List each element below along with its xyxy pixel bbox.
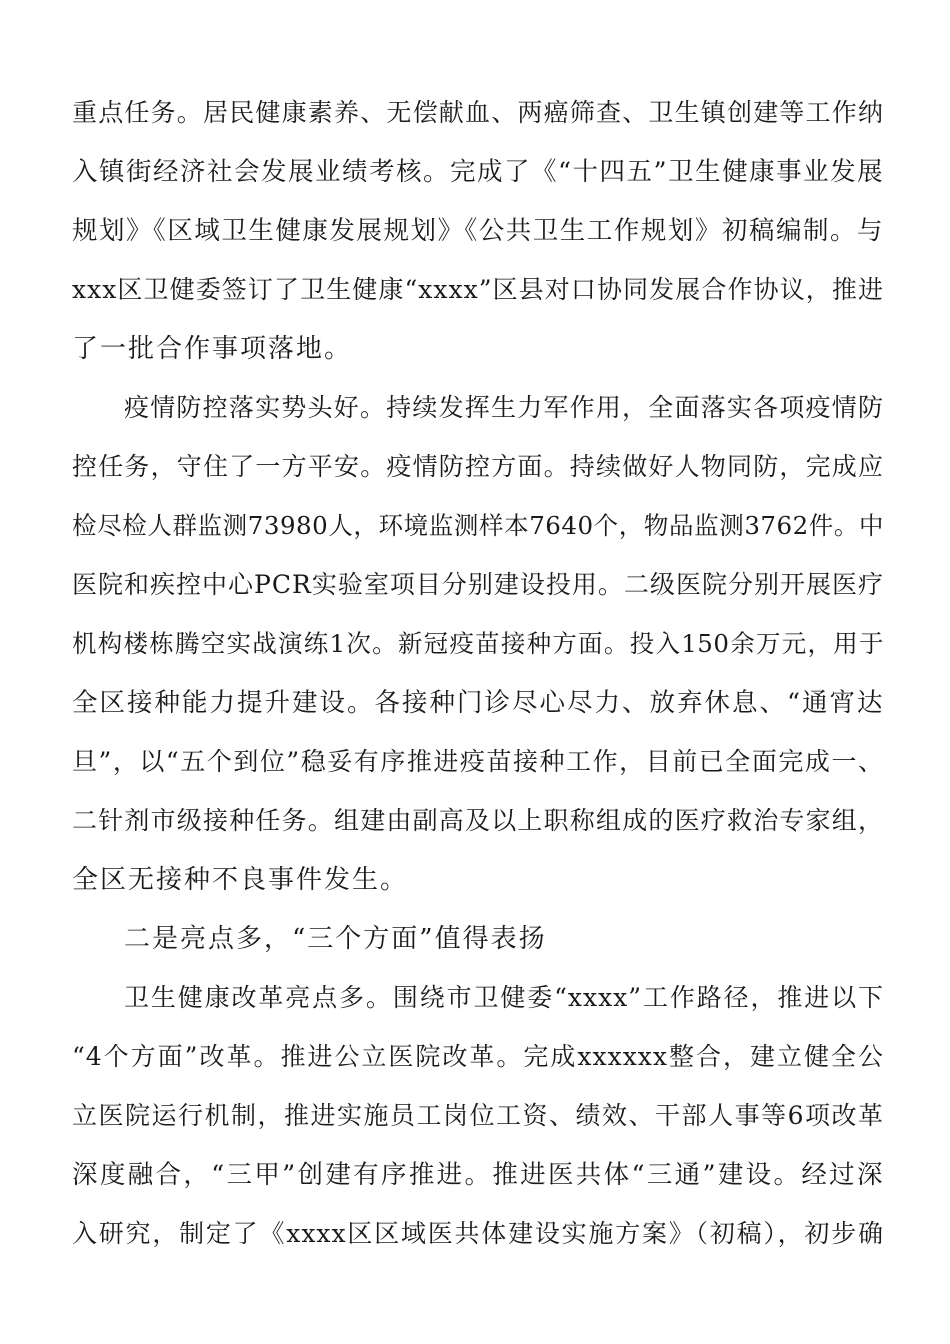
text-line: 控任务，守住了一方平安。疫情防控方面。持续做好人物同防，完成应 <box>72 452 884 481</box>
text-line: 了一批合作事项落地。 <box>72 334 353 364</box>
text-line: 检尽检人群监测73980人，环境监测样本7640个，物品监测3762件。中 <box>72 511 884 540</box>
section-heading: 二是亮点多，“三个方面”值得表扬 <box>124 924 547 954</box>
text-line: 医院和疾控中心PCR实验室项目分别建设投用。二级医院分别开展医疗 <box>72 570 884 599</box>
text-line: “4个方面”改革。推进公立医院改革。完成xxxxxx整合，建立健全公 <box>72 1042 884 1071</box>
text-line: 规划》《区域卫生健康发展规划》《公共卫生工作规划》初稿编制。与 <box>72 216 884 246</box>
text-line: 入镇街经济社会发展业绩考核。完成了《“十四五”卫生健康事业发展 <box>72 157 885 187</box>
text-line: 重点任务。居民健康素养、无偿献血、两癌筛查、卫生镇创建等工作纳 <box>72 98 884 127</box>
text-line: 深度融合，“三甲”创建有序推进。推进医共体“三通”建设。经过深 <box>72 1160 884 1190</box>
paragraph-first-line: 疫情防控落实势头好。持续发挥生力军作用，全面落实各项疫情防 <box>124 393 884 422</box>
paragraph-first-line: 卫生健康改革亮点多。围绕市卫健委“xxxx”工作路径，推进以下 <box>124 983 884 1012</box>
text-line: 入研究，制定了《xxxx区区域医共体建设实施方案》（初稿），初步确 <box>72 1219 884 1248</box>
text-line: 机构楼栋腾空实战演练1次。新冠疫苗接种方面。投入150余万元，用于 <box>72 629 884 658</box>
text-line: 二针剂市级接种任务。组建由副高及以上职称组成的医疗救治专家组， <box>72 806 884 835</box>
text-line: xxx区卫健委签订了卫生健康“xxxx”区县对口协同发展合作协议，推进 <box>72 275 884 304</box>
text-line: 旦”，以“五个到位”稳妥有序推进疫苗接种工作，目前已全面完成一、 <box>72 747 884 776</box>
text-line: 立医院运行机制，推进实施员工岗位工资、绩效、干部人事等6项改革 <box>72 1101 884 1130</box>
text-line: 全区无接种不良事件发生。 <box>72 865 409 895</box>
text-line: 全区接种能力提升建设。各接种门诊尽心尽力、放弃休息、“通宵达 <box>72 688 884 718</box>
